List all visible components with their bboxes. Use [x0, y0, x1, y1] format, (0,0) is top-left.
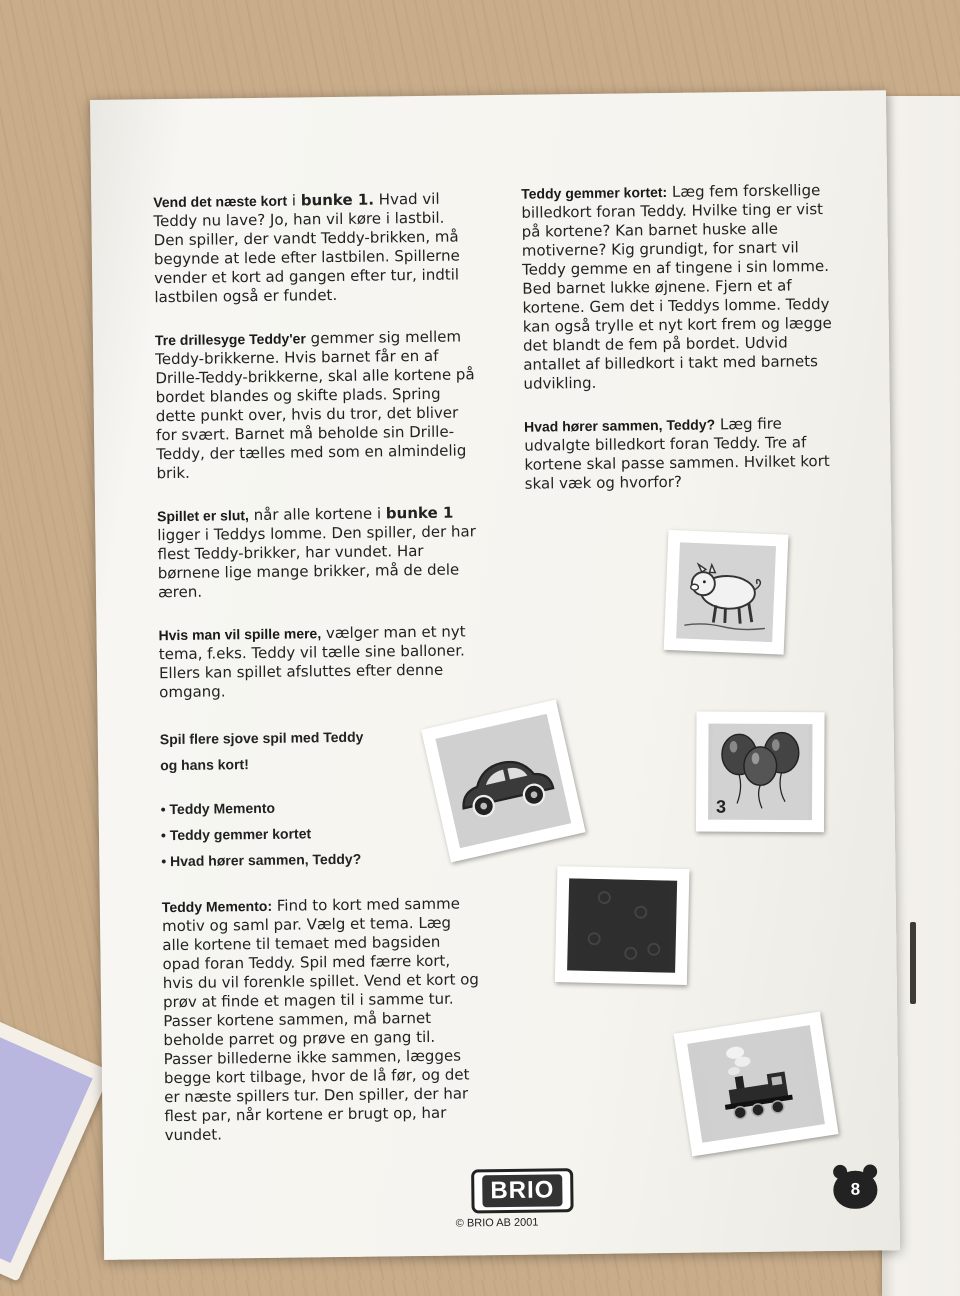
paragraph-lead: Teddy gemmer kortet: [521, 183, 668, 202]
paragraph-lead: Hvad hører sammen, Teddy? [523, 416, 716, 435]
paragraph-text: Læg fire udvalgte billedkort foran Teddy. Tre af kortene skal passe sammen. Hvilket kort skal væk og hvorfor? [524, 414, 830, 493]
paragraph-lead: Vend det næste kort [153, 192, 288, 211]
paragraph-lead: Tre drillesyge Teddy'er [154, 330, 306, 349]
paragraph-what-belongs [524, 414, 841, 494]
list-item: • Teddy gemmer kortet [160, 825, 312, 844]
heading-line: og hans kort! [160, 756, 249, 774]
right-column [521, 181, 841, 518]
balloons-count-label: 3 [716, 796, 727, 817]
picture-card-pig [664, 530, 789, 655]
picture-card-car [421, 699, 586, 862]
paragraph-three-teddies [155, 327, 477, 483]
paragraph-lead: Hvis man vil spille mere, [158, 625, 322, 644]
picture-card-train [674, 1011, 839, 1156]
game-list [161, 792, 482, 874]
paragraph-lead: Spillet er slut, [156, 507, 249, 525]
balloons-icon [708, 724, 813, 821]
paragraph-text: Find to kort med samme motiv og saml par. Vælg et tema. Læg alle kortene til temaet med bagsiden opad foran Teddy. Spil med færre kort, hvis du vil forenkle spillet. Vend et kort og prøv at finde et magen til i samme tur. Passer kortene sammen, må barnet beholde parret og prøve en gang til. Passer billederne ikke sammen, lægges begge kort tilbage, hvor de lå før, og det er næste spillers tur. Den spiller, der har flest par, når kortene er brugt op, har vundet. [161, 894, 480, 1145]
car-icon [435, 714, 571, 848]
pig-icon [676, 542, 776, 642]
paragraph-lead: Teddy Memento: [161, 897, 273, 916]
paragraph-text: vælger man et nyt tema, f.eks. Teddy vil tælle sine balloner. Ellers kan spillet afsluttes efter denne omgang. [158, 622, 466, 702]
list-item: • Hvad hører sammen, Teddy? [161, 850, 362, 870]
paragraph-text: når alle kortene i [248, 504, 386, 525]
paragraph-text: Hvad vil Teddy nu lave? Jo, han vil køre i lastbil. Den spiller, der vandt Teddy-brikken, må begynde at lede efter lastbilen. Spillerne vender et kort ad gangen efter tur, indtil lastbilen også er fundet. [153, 189, 460, 307]
paragraph-game-over [157, 503, 478, 602]
picture-card-balloons [696, 712, 825, 833]
copyright-text: © BRIO AB 2001 [455, 1216, 539, 1230]
paragraph-text: i [286, 191, 301, 210]
paragraph-next-card [153, 189, 474, 307]
binding-staple [910, 922, 916, 1004]
corner-card-face [0, 1037, 93, 1263]
paragraph-bold: bunke 1. [300, 190, 375, 210]
brio-logo-text: BRIO [482, 1174, 562, 1207]
paragraph-text: Læg fem forskellige billedkort foran Teddy. Hvilke ting er vist på kortene? Kan barnet huske alle motiverne? Kig grundigt, for snart vil Teddy gemme en af tingene i sin lomme. Bed barnet lukke øjnene. Fjern et af kortene. Gem det i Teddys lomme. Teddy kan også trylle et nyt kort frem og lægge det blandt de fem på bordet. Udvid antallet af billedkort i takt med barnets udvikling. [521, 181, 832, 393]
train-icon [687, 1025, 825, 1143]
paragraph-bold: bunke 1 [385, 503, 454, 523]
paragraph-teddy-hides-card [521, 181, 840, 394]
booklet-page [90, 90, 900, 1260]
left-column [153, 189, 485, 1169]
paragraph-text: gemmer sig mellem Teddy-brikkerne. Hvis barnet får en af Drille-Teddy-brikkerne, skal alle kortene på bordet blandes og skifte plads. Spring dette punkt over, hvis du tror, det bliver for svært. Barnet må beholde sin Drille-Teddy, der tælles med som en almindelig brik. [155, 327, 475, 483]
paragraph-play-more [158, 622, 479, 702]
corner-game-card [0, 1019, 111, 1282]
picture-card-back [555, 866, 690, 985]
paragraph-text: ligger i Teddys lomme. Den spiller, der har flest Teddy-brikker, har vundet. Har børnene lige mange brikker, må de dele æren. [157, 522, 476, 602]
list-item: • Teddy Memento [160, 799, 276, 818]
brio-logo [471, 1168, 574, 1213]
card-back-pattern [567, 878, 677, 972]
page-number: 8 [833, 1170, 877, 1209]
paragraph-teddy-memento [162, 894, 485, 1145]
heading-line: Spil flere sjove spil med Teddy [159, 728, 364, 748]
